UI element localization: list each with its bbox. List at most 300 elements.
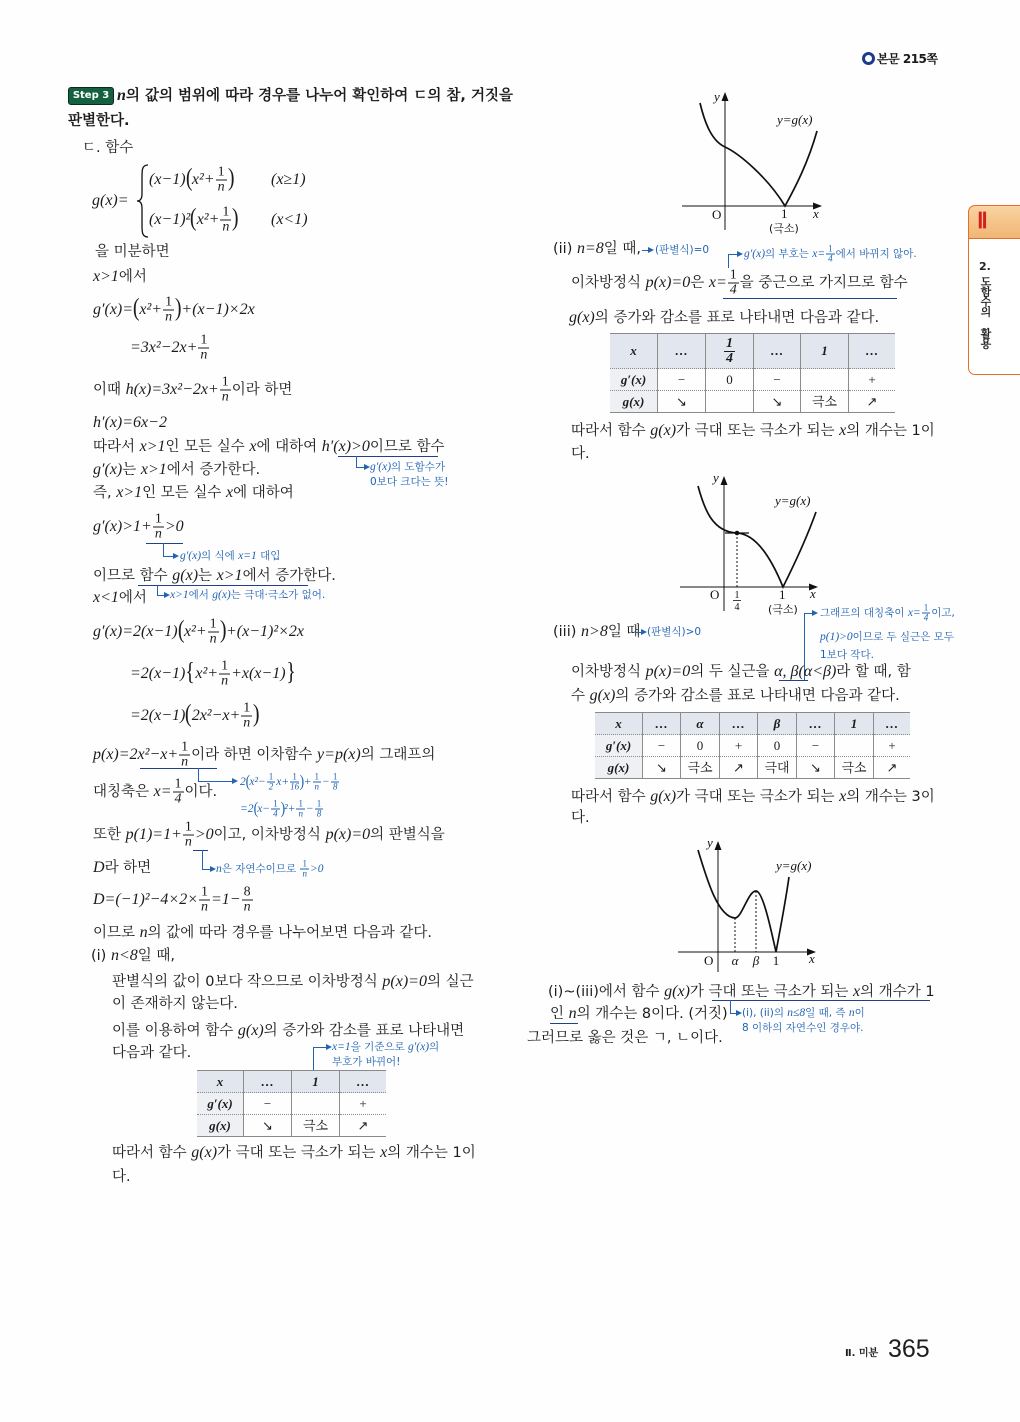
text-run: 의 부호는: [765, 248, 813, 260]
solution-line: [571, 421, 935, 441]
large-bracket: }: [285, 658, 296, 685]
y-axis-arrow-icon: [721, 476, 728, 485]
fraction: [728, 269, 739, 298]
text-run: 이를 이용하여 함수: [112, 1023, 238, 1039]
math-expression: g′(x): [370, 461, 392, 473]
math-expression: y=p(x): [317, 746, 361, 763]
text-run: 의 실근: [426, 974, 474, 990]
table-cell: [849, 391, 896, 413]
fraction-numerator: 1: [273, 798, 278, 809]
text-run: 따라서 함수: [571, 789, 651, 805]
math-expression: x²−: [249, 776, 266, 788]
text-run: 는: [198, 568, 217, 584]
cell-value: 0: [696, 737, 704, 753]
text-run: 의 도함수가: [391, 461, 446, 473]
note-text: [820, 604, 955, 623]
math-expression: =1−: [211, 891, 241, 908]
cell-value: …: [770, 343, 784, 358]
table-cell: [835, 757, 874, 779]
note-text: [647, 625, 701, 639]
cell-value: ↗: [866, 393, 878, 409]
fraction-denominator: n: [184, 834, 192, 850]
curve-label: y=g(x): [775, 493, 811, 508]
fraction: [183, 821, 194, 850]
math-expression: x>1: [139, 438, 166, 455]
fraction-denominator: 4: [174, 791, 182, 807]
cell-value: −: [657, 737, 666, 753]
y-axis-arrow-icon: [715, 841, 722, 850]
fraction-denominator: 4: [273, 808, 278, 819]
fraction-denominator: n: [243, 899, 251, 915]
cell-value: α: [696, 715, 704, 731]
solution-line: [112, 1167, 131, 1187]
table-cell: [658, 334, 706, 369]
math-expression: g′(x): [180, 550, 202, 562]
table-cell: [797, 757, 835, 779]
large-bracket: ): [174, 294, 182, 321]
table-cell: [720, 713, 758, 735]
math-expression: x>1: [170, 589, 189, 601]
chapter-numeral: Ⅱ: [977, 208, 988, 233]
footer-chapter: Ⅱ. 미분: [845, 1348, 879, 1359]
text-run: 에 대하여: [256, 439, 322, 455]
connector-line: [313, 1047, 314, 1070]
local-min-label: (극소): [769, 222, 799, 235]
cell-value: +: [734, 737, 743, 753]
math-expression: g(x): [650, 422, 677, 439]
math-expression: +(x−1)²×2x: [225, 623, 305, 640]
math-expression: 2x²−x+: [191, 707, 241, 724]
large-bracket: (: [132, 294, 140, 321]
connector-line: [356, 456, 357, 467]
table-cell: [706, 369, 754, 391]
step-title: [117, 86, 513, 106]
text-run: 대칭축은: [93, 784, 154, 800]
table-cell: [797, 735, 835, 757]
equation-line: [93, 513, 184, 542]
text-run: 다.: [571, 810, 590, 826]
table-cell: [758, 757, 797, 779]
text-run: 의 값의 범위에 따라 경우를 나누어 확인하여 ㄷ의 참, 거짓을: [125, 88, 514, 104]
text-run: 따라서: [93, 439, 140, 455]
math-expression: n: [568, 1005, 577, 1022]
math-expression: x=1: [238, 550, 257, 562]
item-label: [82, 138, 133, 158]
note-text: [820, 648, 874, 662]
text-run: 다음과 같다.: [112, 1045, 192, 1061]
solution-line: [93, 437, 445, 457]
step-title-continued: [68, 111, 130, 131]
underline: [550, 1023, 578, 1024]
math-expression: n: [139, 924, 148, 941]
conclusion-line: [548, 982, 935, 1002]
large-bracket: {: [185, 658, 196, 685]
section-title: 도함수의 활용: [979, 276, 992, 348]
text-run: 이라 하면: [231, 382, 293, 398]
fraction-numerator: 1: [174, 776, 182, 792]
math-expression: x: [226, 484, 234, 501]
table-cell: [658, 391, 706, 413]
cell-value: +: [359, 1095, 367, 1111]
text-run: 의 개수는 1이: [387, 1145, 476, 1161]
large-bracket: (: [253, 798, 258, 817]
math-expression: n: [216, 863, 222, 875]
cell-value: 극대: [764, 759, 790, 775]
math-expression: x−: [257, 803, 271, 815]
math-expression: n=8: [576, 240, 604, 257]
cell-value: ↘: [810, 759, 821, 775]
table-cell: [658, 369, 706, 391]
cell-value: 0: [726, 371, 733, 387]
fraction-denominator: n: [154, 526, 162, 542]
math-expression: =2: [240, 803, 254, 815]
fraction-denominator: 4: [828, 253, 833, 264]
cell-value: x: [630, 343, 637, 358]
cell-value: −: [773, 371, 781, 387]
increase-decrease-table: [595, 712, 910, 779]
note-text: [170, 588, 325, 602]
table-cell: [643, 757, 681, 779]
connector-line: [730, 1000, 731, 1013]
math-expression: g(x): [664, 983, 690, 1000]
math-expression: p(x)=0: [645, 274, 691, 291]
fraction-numerator: 1: [726, 335, 733, 351]
fraction-denominator: n: [243, 715, 251, 731]
table-cell: [758, 713, 797, 735]
text-run: 의 판별식을: [370, 827, 445, 843]
text-run: 의 두 실근을: [690, 664, 775, 680]
cell-value: 극소: [811, 393, 838, 409]
solution-line: [112, 972, 474, 992]
math-expression: α, β(α<β): [774, 663, 837, 680]
cell-value: …: [675, 343, 688, 358]
graph-case-n-less-than-8: [670, 85, 840, 237]
cell-value: 1: [821, 343, 828, 358]
text-run: 이므로 두 실근은 모두: [852, 631, 954, 643]
table-cell: [801, 369, 849, 391]
text-run: 의 개수는 3이: [846, 789, 935, 805]
arrow-icon: [356, 467, 365, 468]
cell-value: …: [356, 1073, 370, 1089]
cell-value: g′(x): [620, 371, 647, 387]
fraction-denominator: 8: [332, 781, 338, 792]
table-cell: [244, 1093, 292, 1115]
math-expression: x²+: [191, 171, 215, 188]
table-cell: [292, 1071, 340, 1093]
page-number: 365: [888, 1335, 930, 1363]
fraction: [296, 800, 305, 819]
cell-value: …: [732, 715, 745, 731]
fraction-numerator: 1: [729, 267, 737, 283]
arrow-icon: [730, 1013, 737, 1014]
text-run: 인 모든 실수: [165, 439, 250, 455]
math-expression: x: [839, 788, 847, 805]
text-run: 가 극대 또는 극소가 되는: [217, 1145, 381, 1161]
table-cell: [681, 735, 720, 757]
cell-value: −: [811, 737, 820, 753]
fraction-numerator: 1: [316, 798, 322, 809]
final-answer-line: [527, 1028, 723, 1048]
math-expression: (x≥1): [271, 171, 306, 188]
note-text: [240, 773, 340, 792]
math-expression: >0: [164, 518, 184, 535]
increase-decrease-table: [197, 1070, 386, 1137]
fraction-numerator: 1: [302, 858, 307, 869]
equation-line: [93, 413, 167, 433]
math-expression: g′(x): [408, 1041, 430, 1053]
cell-value: ↘: [771, 393, 783, 409]
text-run: 이차방정식: [571, 664, 646, 680]
fraction: [331, 773, 340, 792]
cell-value: 0: [773, 737, 781, 753]
cell-value: g(x): [209, 1117, 231, 1133]
fraction-denominator: 4: [726, 350, 733, 366]
table-cell: [874, 757, 911, 779]
piecewise-case-2: [149, 206, 239, 235]
solution-line: [93, 923, 432, 943]
arrow-icon: [202, 869, 211, 870]
fraction: [163, 296, 174, 325]
note-text: [820, 630, 954, 644]
note-text: [180, 549, 280, 563]
table-cell: [706, 334, 754, 369]
math-expression: >0: [194, 826, 214, 843]
table-cell: [244, 1071, 292, 1093]
table-cell: [754, 334, 801, 369]
text-run: 의 개수는 8이다. (거짓): [576, 1006, 728, 1022]
math-expression: g(x): [212, 589, 231, 601]
text-run: 이므로 함수: [93, 568, 173, 584]
graph-case-n-equals-8: [670, 470, 830, 620]
connector-line: [163, 543, 164, 556]
table-cell: [849, 334, 896, 369]
origin-label: O: [712, 207, 722, 222]
math-expression: g(x)=: [92, 192, 129, 209]
text-run: 의 증가와 감소를 표로 나타내면: [263, 1023, 465, 1039]
math-expression: g(x): [589, 687, 616, 704]
fraction: [826, 245, 835, 264]
math-expression: g′(x): [93, 461, 123, 478]
x-axis-label: x: [809, 951, 815, 966]
circle-ring-icon: [862, 52, 875, 65]
y-axis-label: y: [707, 835, 713, 850]
math-expression: g(x): [191, 1144, 218, 1161]
fraction: [241, 702, 252, 731]
math-expression: x=: [812, 248, 826, 260]
math-expression: p(x)=2x²−x+: [93, 746, 179, 763]
text-run: 일 때,: [603, 241, 642, 257]
underline: [140, 768, 217, 769]
large-bracket: (: [190, 204, 197, 231]
table-cell: [340, 1115, 387, 1137]
text-run: (판별식)=0: [655, 244, 710, 256]
cell-value: +: [868, 371, 876, 387]
equation-line: [93, 618, 304, 647]
connector-line: [198, 768, 199, 781]
cell-value: ↘: [262, 1117, 273, 1133]
note-text: [742, 1006, 865, 1020]
text-run: (ii): [553, 241, 577, 257]
tick-fraction-numerator: 1: [734, 590, 740, 601]
table-cell: [610, 334, 658, 369]
piecewise-condition-2: [271, 210, 308, 230]
math-expression: h′(x)=6x−2: [93, 414, 167, 431]
text-run: 의 값에 따라 경우를 나누어보면 다음과 같다.: [147, 925, 433, 941]
math-expression: =2(x−1): [130, 665, 186, 682]
solution-line: [571, 444, 590, 464]
cell-value: ↘: [656, 759, 667, 775]
note-text: [332, 1055, 400, 1069]
fraction: [219, 660, 230, 689]
text-run: 의 증가와 감소를 표로 나타내면 다음과 같다.: [594, 310, 880, 326]
large-bracket: (: [185, 164, 193, 191]
underline: [138, 585, 308, 586]
graph-case-n-greater-than-8: [670, 835, 830, 975]
large-bracket: ): [253, 700, 260, 727]
text-run: 이므로 함수: [369, 439, 445, 455]
text-run: 판별한다.: [68, 113, 130, 129]
math-expression: g′(x): [744, 248, 766, 260]
text-run: 의 식에: [201, 550, 239, 562]
cell-value: 1: [312, 1073, 319, 1089]
fraction: [315, 800, 324, 819]
fraction-denominator: 2: [268, 781, 274, 792]
math-expression: +x(x−1): [231, 665, 286, 682]
large-bracket: ): [232, 204, 239, 231]
note-text: [216, 860, 323, 879]
fraction: [179, 741, 190, 770]
fraction-numerator: 8: [243, 884, 251, 900]
text-run: 에서: [118, 269, 147, 285]
text-run: 다.: [571, 446, 590, 462]
table-cell: [681, 757, 720, 779]
connector-line: [157, 585, 158, 595]
table-cell: [340, 1071, 387, 1093]
solution-line: [571, 662, 911, 682]
text-run: 가 극대 또는 극소가 되는: [676, 789, 840, 805]
arrow-icon: [635, 632, 642, 633]
text-run: 에서: [188, 589, 213, 601]
cell-value: +: [888, 737, 896, 753]
text-run: 일 때,: [137, 948, 175, 964]
fraction: [220, 376, 231, 405]
text-run: 에서 증가한다.: [242, 568, 336, 584]
text-run: 는: [122, 462, 141, 478]
table-cell: [758, 735, 797, 757]
math-expression: g′(x)=2(x−1): [93, 623, 178, 640]
table-cell: [797, 713, 835, 735]
fraction-denominator: n: [221, 673, 229, 689]
table-cell: [835, 735, 874, 757]
text-run: 이고, 이차방정식: [213, 827, 326, 843]
fraction-denominator: n: [314, 781, 320, 792]
text-run: 의 그래프의: [360, 747, 436, 763]
text-run: 에서 증가한다.: [166, 462, 261, 478]
math-expression: +: [303, 776, 312, 788]
arrow-icon: [198, 781, 233, 782]
text-run: 부호가 바뀌어!: [332, 1056, 401, 1068]
fraction-denominator: n: [217, 179, 225, 195]
math-expression: p(1)=1+: [125, 826, 182, 843]
fraction-numerator: 1: [290, 773, 299, 783]
large-bracket: ): [227, 164, 235, 191]
y-axis-label: y: [714, 89, 720, 104]
table-cell: [643, 735, 681, 757]
table-cell: [849, 369, 896, 391]
text-run: 대입: [256, 550, 281, 562]
note-text: [332, 1040, 439, 1054]
text-run: 가 극대 또는 극소가 되는: [689, 984, 854, 1000]
fraction-numerator: 1: [243, 700, 251, 716]
text-run: 라 할 때, 함: [836, 664, 911, 680]
table-cell: [197, 1071, 244, 1093]
cell-value: ↗: [886, 759, 898, 775]
text-run: 일 때: [607, 624, 641, 640]
local-min-label: (극소): [768, 603, 798, 616]
math-expression: +(x−1)×2x: [181, 301, 255, 318]
increase-decrease-table: [610, 333, 895, 413]
equation-line: [130, 334, 210, 363]
table-row: [595, 735, 910, 757]
step-badge: Step 3: [68, 87, 114, 105]
cell-value: g(x): [607, 759, 630, 775]
large-bracket: ): [299, 771, 305, 790]
solution-line: [93, 588, 147, 608]
fraction: [267, 773, 276, 792]
note-text: [370, 475, 448, 489]
cell-value: …: [865, 343, 879, 358]
fraction-denominator: n: [302, 868, 307, 879]
text-run: 수: [571, 688, 590, 704]
math-expression: g(x): [650, 788, 677, 805]
math-expression: h(x)=3x²−2x+: [125, 381, 219, 398]
solution-line: [95, 242, 170, 262]
case-heading: [91, 946, 175, 966]
equation-line: [93, 886, 254, 915]
tick-label: 1: [779, 587, 786, 602]
fraction-denominator: n: [209, 631, 217, 647]
math-expression: x>1: [216, 567, 243, 584]
solution-line: [93, 821, 445, 850]
math-expression: −: [322, 776, 330, 788]
fraction: [199, 886, 210, 915]
fraction-denominator: n: [165, 309, 173, 325]
piecewise-condition-1: [271, 170, 306, 190]
fraction-numerator: 1: [181, 739, 189, 755]
text-run: 이차방정식: [571, 275, 646, 291]
text-run: 의 개수가 1: [860, 984, 935, 1000]
text-run: 그러므로 옳은 것은 ㄱ, ㄴ이다.: [527, 1030, 723, 1046]
math-expression: >0: [309, 863, 324, 875]
solution-line: [93, 376, 292, 405]
math-expression: x: [839, 422, 847, 439]
fraction-numerator: 1: [828, 243, 833, 254]
curve-label: y=g(x): [776, 858, 812, 873]
text-run: 을 중근으로 가지므로 함수: [739, 275, 908, 291]
fraction-numerator: 1: [184, 819, 192, 835]
fraction: [153, 513, 164, 542]
cell-value: 1: [850, 715, 858, 731]
math-expression: x²+: [183, 623, 207, 640]
fraction-numerator: 1: [298, 798, 303, 809]
origin-label: O: [710, 587, 720, 602]
text-run: 8 이하의 자연수인 경우야.: [742, 1022, 864, 1034]
fraction-numerator: 1: [217, 164, 225, 180]
cell-value: g(x): [622, 393, 645, 409]
fraction: [313, 773, 322, 792]
table-cell: [801, 334, 849, 369]
text-run: 다.: [112, 1169, 131, 1185]
